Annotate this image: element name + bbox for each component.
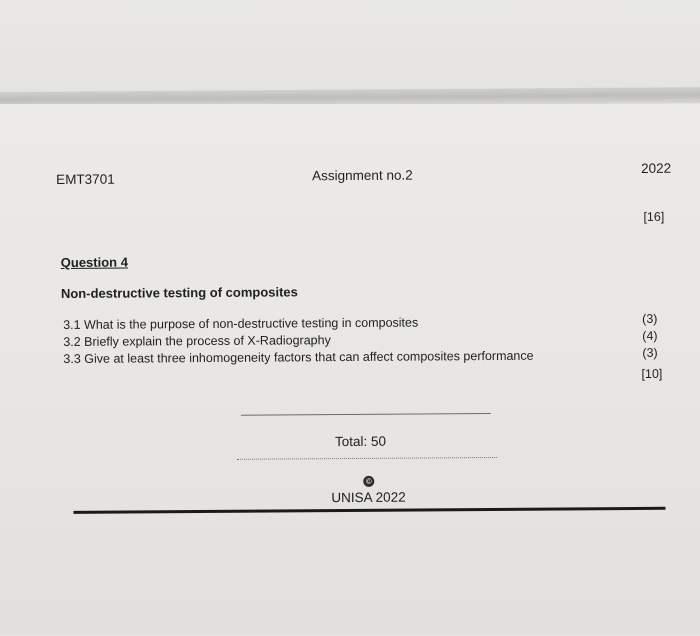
item-mark: (3) [642,311,658,326]
question-item: 3.2 Briefly explain the process of X-Radiography [63,333,331,350]
question-title: Question 4 [60,254,128,271]
question-total-marks: [16] [643,209,665,224]
question-subtitle: Non-destructive testing of composites [60,284,298,302]
item-mark: (3) [642,345,658,360]
assignment-title: Assignment no.2 [312,167,413,184]
year: 2022 [641,160,672,176]
dotted-divider [237,457,497,460]
copyright-icon: © [363,476,374,487]
total-marks: Total: 50 [334,433,387,450]
item-mark: (4) [642,328,658,343]
question-subtotal: [10] [641,366,663,381]
divider-line [241,413,491,416]
course-code: EMT3701 [56,171,115,188]
question-item: 3.1 What is the purpose of non-destructive testing in composites [63,315,419,333]
institution-label: UNISA 2022 [331,489,406,506]
footer-rule [73,507,665,514]
question-item: 3.3 Give at least three inhomogeneity factors that can affect composites performance [63,348,534,367]
